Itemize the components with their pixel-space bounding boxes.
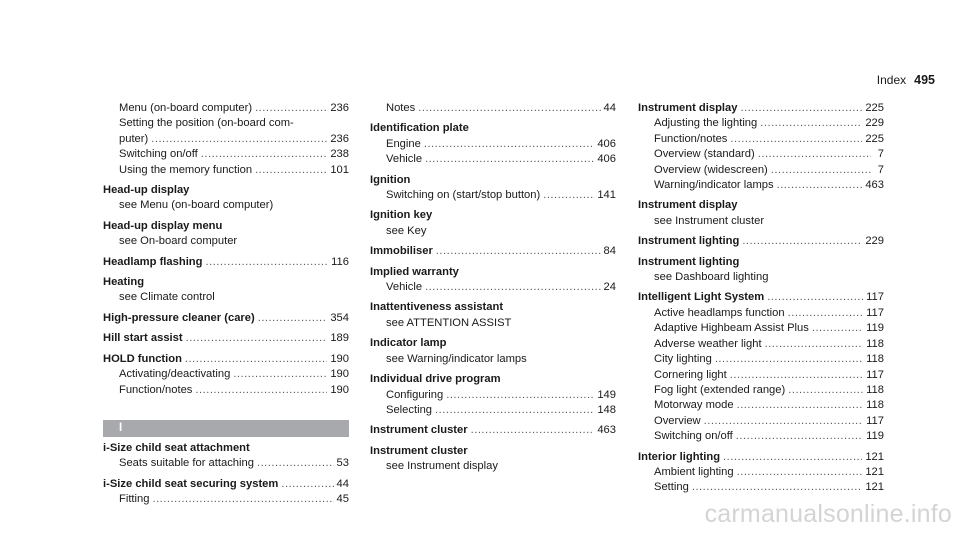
page-ref[interactable]: 148 (597, 403, 616, 416)
index-entry[interactable] (638, 450, 884, 465)
index-subentry[interactable] (370, 280, 616, 295)
page-ref[interactable]: 7 (877, 163, 884, 176)
entry-text: Headlamp flashing (103, 255, 203, 268)
leader-dots (418, 101, 600, 116)
entry-text: Overview (654, 414, 701, 427)
index-column-1 (103, 101, 349, 508)
entry-text: Instrument display (638, 199, 738, 212)
entry-text: Interior lighting (638, 450, 721, 463)
index-subentry[interactable] (638, 352, 884, 367)
index-column-2 (370, 101, 616, 475)
header-title: Index (876, 73, 907, 87)
page-ref[interactable]: 7 (877, 148, 884, 161)
section-letter: I (103, 420, 349, 437)
entry-text: Function/notes (119, 383, 193, 396)
page-ref[interactable]: 141 (597, 189, 616, 202)
entry-text: Function/notes (654, 132, 728, 145)
entry-text: see Menu (on-board computer) (119, 199, 274, 212)
entry-text: see Instrument display (386, 460, 498, 473)
index-subentry[interactable] (103, 456, 349, 471)
index-subentry[interactable] (370, 101, 616, 116)
entry-text: Head-up display (103, 184, 190, 197)
entry-text: Engine (386, 137, 421, 150)
index-subentry[interactable] (638, 178, 884, 193)
leader-dots (812, 321, 863, 336)
leader-dots (771, 163, 871, 178)
index-entry[interactable] (103, 311, 349, 326)
page-ref[interactable]: 236 (330, 102, 349, 114)
leader-dots (704, 414, 864, 429)
index-entry (103, 219, 349, 234)
entry-text: Notes (386, 102, 416, 114)
entry-text: Setting the position (on-board com- (119, 117, 294, 130)
index-entry (370, 444, 616, 459)
page-ref[interactable]: 118 (866, 399, 884, 412)
page-number: 495 (914, 73, 935, 87)
entry-text: Hill start assist (103, 332, 183, 345)
index-subentry[interactable] (638, 465, 884, 480)
index-subentry[interactable] (638, 429, 884, 444)
leader-dots (435, 403, 594, 418)
index-subentry[interactable] (638, 306, 884, 321)
index-entry (370, 121, 616, 136)
index-subentry[interactable] (103, 101, 349, 116)
entry-text: Using the memory function (119, 163, 253, 176)
entry-text: Selecting (386, 403, 433, 416)
entry-text: see Warning/indicator lamps (386, 352, 527, 365)
leader-dots (742, 234, 862, 249)
leader-dots (186, 331, 328, 346)
leader-dots (730, 368, 863, 383)
leader-dots (425, 152, 594, 167)
entry-text: Adaptive Highbeam Assist Plus (654, 322, 809, 335)
index-subentry (370, 459, 616, 474)
entry-text: HOLD function (103, 352, 182, 365)
page-ref[interactable]: 119 (866, 322, 884, 335)
page-ref[interactable]: 116 (331, 255, 349, 268)
page-ref[interactable]: 44 (336, 477, 349, 490)
entry-text: Ambient lighting (654, 465, 734, 478)
page-ref[interactable]: 190 (330, 352, 349, 365)
entry-text: Adjusting the lighting (654, 117, 758, 130)
watermark: carmanualsonline.info (704, 500, 952, 528)
entry-text: Vehicle (386, 281, 423, 294)
page-ref[interactable]: 84 (603, 245, 616, 258)
leader-dots (777, 178, 863, 193)
leader-dots (737, 465, 863, 480)
page-ref[interactable]: 225 (865, 132, 884, 145)
entry-text: see Key (386, 224, 427, 237)
leader-dots (436, 244, 601, 259)
leader-dots (740, 101, 862, 116)
entry-text: Overview (widescreen) (654, 163, 768, 176)
index-subentry (103, 198, 349, 213)
page-ref[interactable]: 118 (866, 353, 884, 366)
entry-text: Instrument cluster (370, 424, 468, 437)
entry-text: City lighting (654, 353, 712, 366)
entry-text: i-Size child seat securing system (103, 477, 279, 490)
index-entry[interactable] (103, 331, 349, 346)
entry-text: Cornering light (654, 368, 727, 381)
index-subentry[interactable] (638, 147, 884, 162)
index-subentry[interactable] (638, 368, 884, 383)
page-ref[interactable]: 149 (597, 388, 616, 401)
page-ref[interactable]: 463 (597, 424, 616, 437)
index-entry (370, 372, 616, 387)
page-ref[interactable]: 229 (865, 117, 884, 130)
page-ref[interactable]: 463 (865, 179, 884, 192)
page-ref[interactable]: 225 (865, 102, 884, 114)
leader-dots (765, 337, 864, 352)
index-subentry[interactable] (103, 492, 349, 507)
index-subentry (638, 270, 884, 285)
leader-dots (760, 116, 862, 131)
page-ref[interactable]: 406 (597, 153, 616, 166)
leader-dots (767, 290, 863, 305)
index-subentry[interactable] (370, 403, 616, 418)
entry-text: i-Size child seat attachment (103, 441, 250, 454)
entry-text: Active headlamps function (654, 306, 785, 319)
leader-dots (715, 352, 863, 367)
index-subentry (103, 116, 349, 131)
entry-text: Motorway mode (654, 399, 734, 412)
index-subentry (103, 290, 349, 305)
entry-text: Warning/indicator lamps (654, 179, 774, 192)
index-entry[interactable] (103, 477, 349, 492)
index-entry (370, 265, 616, 280)
index-subentry[interactable] (638, 116, 884, 131)
index-subentry[interactable] (638, 480, 884, 495)
entry-text: Instrument display (638, 102, 738, 114)
entry-text: Individual drive program (370, 373, 501, 386)
index-entry[interactable] (638, 290, 884, 305)
entry-text: Menu (on-board computer) (119, 102, 253, 114)
page-ref[interactable]: 406 (597, 137, 616, 150)
leader-dots (788, 306, 864, 321)
index-subentry[interactable] (638, 337, 884, 352)
page-ref[interactable]: 190 (330, 383, 349, 396)
entry-text: Head-up display menu (103, 219, 223, 232)
page-ref[interactable]: 117 (866, 306, 884, 319)
entry-text: Fog light (extended range) (654, 383, 786, 396)
entry-text: Switching on/off (654, 430, 733, 443)
leader-dots (471, 423, 595, 438)
page-ref[interactable]: 53 (336, 457, 349, 470)
entry-text: Vehicle (386, 153, 423, 166)
leader-dots (152, 492, 333, 507)
leader-dots (201, 147, 328, 162)
page-ref[interactable]: 121 (865, 481, 884, 494)
leader-dots (257, 456, 334, 471)
entry-text: Ignition (370, 173, 411, 186)
entry-text: see ATTENTION ASSIST (386, 316, 512, 329)
index-entry (103, 183, 349, 198)
index-entry (370, 208, 616, 223)
entry-text: Identification plate (370, 122, 469, 135)
entry-text: see Instrument cluster (654, 214, 765, 227)
leader-dots (692, 480, 862, 495)
page-ref[interactable]: 24 (603, 281, 616, 294)
entry-text: Heating (103, 276, 145, 289)
entry-text: Indicator lamp (370, 337, 447, 350)
index-entry (103, 275, 349, 290)
entry-text: Instrument cluster (370, 444, 468, 457)
index-subentry[interactable] (638, 132, 884, 147)
leader-dots (195, 383, 327, 398)
leader-dots (730, 132, 862, 147)
page-ref[interactable]: 118 (866, 383, 884, 396)
index-subentry[interactable] (370, 188, 616, 203)
leader-dots (424, 137, 594, 152)
entry-text: see Dashboard lighting (654, 271, 769, 284)
index-subentry[interactable] (103, 367, 349, 382)
page-ref[interactable]: 238 (330, 148, 349, 161)
index-subentry[interactable] (370, 152, 616, 167)
index-subentry[interactable] (370, 137, 616, 152)
page-ref[interactable]: 44 (603, 102, 616, 114)
page-ref[interactable]: 121 (865, 465, 884, 478)
leader-dots (736, 429, 863, 444)
page-ref[interactable]: 117 (866, 368, 884, 381)
entry-text: Instrument lighting (638, 235, 740, 248)
index-entry (103, 441, 349, 456)
index-entry[interactable] (638, 101, 884, 116)
entry-text: see Climate control (119, 291, 215, 304)
entry-text: Inattentiveness assistant (370, 301, 504, 314)
index-subentry[interactable] (638, 321, 884, 336)
entry-text: see On-board computer (119, 235, 238, 248)
page-ref[interactable]: 189 (330, 332, 349, 345)
index-entry (370, 336, 616, 351)
index-subentry (370, 316, 616, 331)
entry-text: Setting (654, 481, 689, 494)
index-subentry (103, 234, 349, 249)
entry-text: High-pressure cleaner (care) (103, 311, 255, 324)
leader-dots (723, 450, 862, 465)
leader-dots (255, 163, 327, 178)
page-ref[interactable]: 190 (330, 368, 349, 381)
leader-dots (737, 398, 864, 413)
index-entry[interactable] (370, 423, 616, 438)
entry-text: Adverse weather light (654, 337, 762, 350)
entry-text: Instrument lighting (638, 255, 740, 268)
index-entry[interactable] (103, 255, 349, 270)
index-subentry (638, 214, 884, 229)
index-subentry[interactable] (103, 147, 349, 162)
entry-text: Switching on (start/stop button) (386, 189, 541, 202)
index-subentry[interactable] (103, 163, 349, 178)
entry-text: Seats suitable for attaching (119, 457, 254, 470)
index-subentry (370, 352, 616, 367)
leader-dots (758, 147, 871, 162)
leader-dots (446, 388, 594, 403)
leader-dots (205, 255, 328, 270)
entry-text: Switching on/off (119, 148, 198, 161)
entry-text: Immobiliser (370, 245, 433, 258)
leader-dots (255, 101, 327, 116)
page-ref[interactable]: 117 (866, 414, 884, 427)
leader-dots (233, 367, 327, 382)
entry-text: puter) (119, 132, 149, 145)
index-subentry[interactable] (638, 383, 884, 398)
index-subentry[interactable] (103, 383, 349, 398)
index-subentry[interactable] (370, 388, 616, 403)
leader-dots (258, 311, 328, 326)
page-ref[interactable]: 354 (330, 311, 349, 324)
entry-text: Fitting (119, 493, 150, 506)
index-entry[interactable] (638, 234, 884, 249)
page-ref[interactable]: 117 (866, 291, 884, 304)
index-subentry[interactable] (638, 163, 884, 178)
index-entry (638, 198, 884, 213)
entry-text: Overview (standard) (654, 148, 755, 161)
entry-text: Configuring (386, 388, 444, 401)
entry-text: Activating/deactivating (119, 368, 231, 381)
leader-dots (788, 383, 863, 398)
leader-dots (425, 280, 600, 295)
index-subentry[interactable] (103, 132, 349, 147)
index-entry[interactable] (103, 352, 349, 367)
index-entry (638, 255, 884, 270)
page-ref[interactable]: 101 (330, 163, 349, 176)
page-ref[interactable]: 45 (336, 493, 349, 506)
page-ref[interactable]: 121 (865, 450, 884, 463)
page-ref[interactable]: 119 (866, 430, 884, 443)
index-entry (370, 300, 616, 315)
index-subentry[interactable] (638, 414, 884, 429)
entry-text: Ignition key (370, 209, 433, 222)
leader-dots (281, 477, 333, 492)
index-subentry (370, 224, 616, 239)
index-column-3 (638, 101, 884, 496)
page-header (877, 73, 935, 87)
index-entry (370, 173, 616, 188)
entry-text: Intelligent Light System (638, 291, 765, 304)
index-entry[interactable] (370, 244, 616, 259)
entry-text: Implied warranty (370, 265, 459, 278)
page-ref[interactable]: 236 (330, 132, 349, 145)
leader-dots (151, 132, 327, 147)
page-ref[interactable]: 118 (866, 337, 884, 350)
index-subentry[interactable] (638, 398, 884, 413)
page-ref[interactable]: 229 (865, 235, 884, 248)
leader-dots (543, 188, 594, 203)
leader-dots (185, 352, 327, 367)
